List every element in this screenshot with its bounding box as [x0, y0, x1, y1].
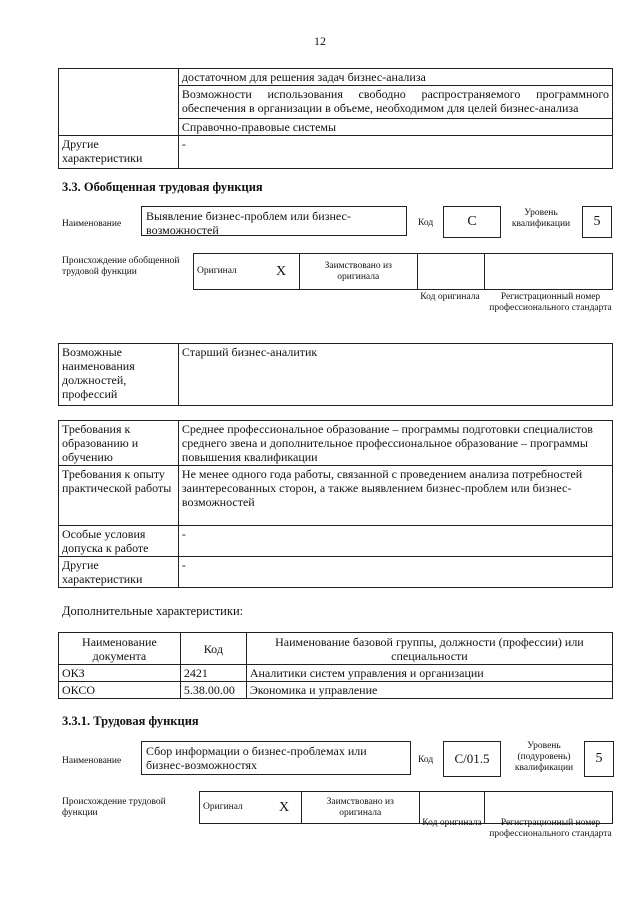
requirement-value: - [178, 526, 612, 557]
reg-number-label: Регистрационный номер профессионального стандарта [489, 292, 612, 313]
other-characteristics-value: - [178, 136, 612, 169]
origin-label: Происхождение трудовой функции [62, 797, 166, 818]
requirement-label: Требования к образованию и обучению [59, 421, 179, 466]
page-number: 12 [314, 34, 326, 48]
code-original-label: Код оригинала [420, 292, 480, 302]
requirements-table [58, 420, 613, 588]
subsection-title: 3.3.1. Трудовая функция [62, 714, 199, 728]
original-label: Оригинал [200, 792, 268, 824]
requirement-label: Требования к опыту практической работы [59, 466, 179, 526]
code-value: C/01.5 [443, 741, 501, 777]
level-label: Уровень (подуровень) квалификации [514, 741, 574, 773]
additional-title: Дополнительные характеристики: [62, 604, 244, 618]
level-value: 5 [582, 206, 612, 238]
table-cell: 2421 [180, 665, 246, 682]
top-table-row: Возможности использования свободно распространяемого программного обеспечения в организации в объеме, необходимом для целей бизнес-анализа [178, 86, 612, 119]
top-table-empty-cell [59, 69, 179, 136]
requirement-value: Не менее одного года работы, связанной с проведением анализа потребностей заинтересованных сторон, а также выявлением бизнес-проблем или бизнес-возможностей [178, 466, 612, 526]
requirement-value: Среднее профессиональное образование – программы подготовки специалистов среднего звена и дополнительное профессиональное образование – программы повышения квалификации [178, 421, 612, 466]
other-characteristics-label: Другие характеристики [59, 136, 179, 169]
additional-header: Наименование документа [59, 633, 181, 665]
additional-table [58, 632, 613, 699]
borrowed-label: Заимствовано из оригинала [301, 792, 419, 824]
name-label: Наименование [62, 756, 122, 766]
code-original-cell [417, 254, 485, 290]
original-mark: X [263, 254, 299, 290]
top-table-row: Справочно-правовые системы [178, 119, 612, 136]
top-table [58, 68, 613, 169]
requirement-label: Другие характеристики [59, 557, 179, 588]
code-label: Код [418, 218, 434, 228]
reg-number-label: Регистрационный номер профессионального стандарта [489, 818, 612, 839]
origin-label: Происхождение обобщенной трудовой функции [62, 256, 180, 277]
requirement-label: Особые условия допуска к работе [59, 526, 179, 557]
origin-table [193, 253, 613, 290]
borrowed-label: Заимствовано из оригинала [299, 254, 417, 290]
name-value: Выявление бизнес-проблем или бизнес-возможностей [141, 206, 407, 236]
positions-label: Возможные наименования должностей, профессий [59, 344, 179, 406]
code-label: Код [418, 755, 434, 765]
table-cell: Экономика и управление [246, 682, 612, 699]
positions-value: Старший бизнес-аналитик [178, 344, 612, 406]
name-value: Сбор информации о бизнес-проблемах или бизнес-возможностях [141, 741, 411, 775]
positions-table [58, 343, 613, 406]
requirement-value: - [178, 557, 612, 588]
code-original-label: Код оригинала [422, 818, 482, 828]
name-label: Наименование [62, 219, 122, 229]
table-cell: 5.38.00.00 [180, 682, 246, 699]
table-cell: Аналитики систем управления и организации [246, 665, 612, 682]
section-title: 3.3. Обобщенная трудовая функция [62, 180, 263, 194]
reg-number-cell [485, 254, 613, 290]
original-mark: X [267, 792, 301, 824]
top-table-row: достаточном для решения задач бизнес-анализа [178, 69, 612, 86]
level-value: 5 [584, 741, 614, 777]
original-label: Оригинал [194, 254, 264, 290]
code-value: C [443, 206, 501, 238]
table-cell: ОКЗ [59, 665, 181, 682]
additional-header: Код [180, 633, 246, 665]
table-cell: ОКСО [59, 682, 181, 699]
additional-header: Наименование базовой группы, должности (профессии) или специальности [246, 633, 612, 665]
level-label: Уровень квалификации [511, 208, 571, 229]
